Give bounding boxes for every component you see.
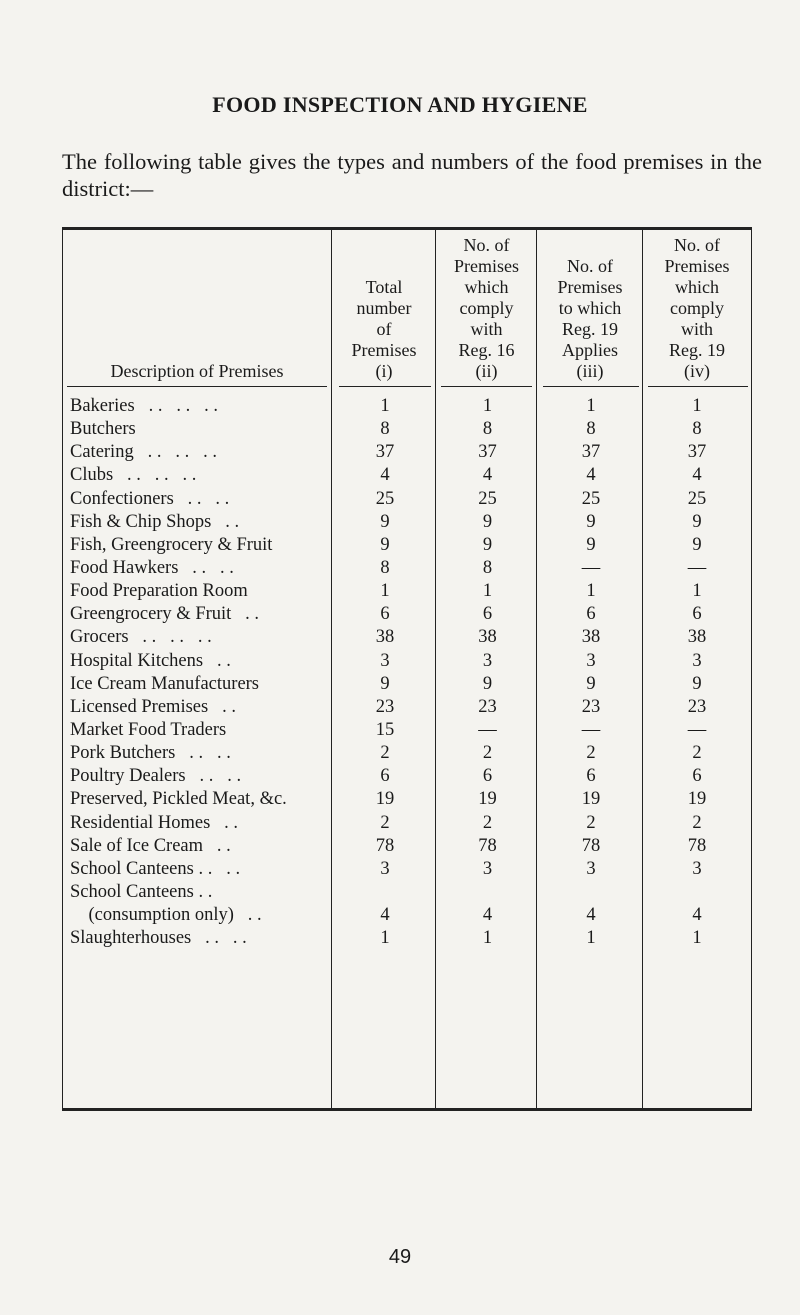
cell-value-c2: 1: [482, 581, 493, 602]
cell-value-c2: 8: [482, 419, 493, 440]
cell-value-c1: 2: [380, 812, 390, 833]
header-line: Reg. 16: [458, 340, 515, 360]
cell-value-c4: 6: [692, 604, 702, 625]
cell-value-c2: 3: [482, 858, 493, 879]
cell-value-c1: 6: [380, 766, 390, 787]
cell-value-c4: 9: [692, 534, 702, 555]
cell-value-c1: 1: [380, 581, 390, 602]
cell-value-c4: 9: [692, 673, 702, 694]
cell-value-c1: 19: [375, 789, 395, 810]
cell-value-c1: 9: [380, 511, 390, 532]
header-line: number: [356, 298, 412, 318]
premises-description: School Canteens . . . .: [70, 858, 241, 879]
cell-value-c1: 9: [380, 673, 390, 694]
header-rule: [648, 386, 748, 387]
cell-value-c4: 1: [692, 928, 702, 949]
header-line: to which: [558, 298, 622, 318]
cell-value-c3: 2: [586, 743, 596, 764]
premises-description: Catering . . . . . .: [70, 442, 217, 463]
table-row: [63, 858, 751, 881]
table-row: [63, 650, 751, 673]
cell-value-c3: 4: [586, 465, 596, 486]
cell-value-c1: 1: [380, 928, 390, 949]
cell-value-c3: 9: [586, 511, 596, 532]
cell-value-c1: 1: [380, 396, 390, 416]
premises-description: Fish, Greengrocery & Fruit: [70, 534, 273, 555]
header-rule: [441, 386, 532, 387]
cell-value-c2: 9: [482, 534, 493, 555]
header-line: with: [470, 319, 503, 339]
header-rule: [339, 386, 431, 387]
header-rule: [543, 386, 639, 387]
cell-value-c3: 3: [586, 650, 596, 671]
header-line: Reg. 19: [562, 319, 618, 339]
premises-description: Ice Cream Manufacturers: [70, 673, 260, 694]
table-row: [63, 626, 751, 649]
premises-description: Confectioners . . . .: [70, 488, 230, 509]
cell-value-c1: 23: [375, 696, 395, 717]
header-line: Premises: [454, 256, 519, 276]
table-row: [63, 534, 751, 557]
cell-value-c3: 6: [586, 604, 596, 625]
cell-value-c1: 8: [380, 419, 390, 440]
cell-value-c3: 6: [586, 766, 596, 787]
cell-value-c4: 23: [687, 696, 707, 717]
cell-value-c2: 38: [478, 627, 497, 648]
cell-value-c2: 19: [478, 789, 497, 810]
cell-value-c2: 23: [478, 696, 497, 717]
cell-value-c4: 4: [692, 905, 702, 926]
cell-value-c3: 25: [581, 488, 601, 509]
table-row: [63, 788, 751, 811]
header-line: (ii): [475, 361, 498, 381]
header-line: (iv): [684, 361, 710, 381]
premises-description: Greengrocery & Fruit . .: [70, 604, 260, 625]
premises-description: Poultry Dealers . . . .: [70, 766, 242, 787]
header-line: Premises: [557, 277, 623, 297]
table-row: [63, 603, 751, 626]
cell-value-c3: 38: [581, 627, 601, 648]
table-row: [63, 742, 751, 765]
cell-value-c1: 37: [375, 442, 395, 463]
cell-value-c1: 2: [380, 743, 390, 764]
cell-value-c4: 1: [692, 396, 702, 416]
table-row: [63, 835, 751, 858]
header-line: Description of Premises: [110, 361, 284, 381]
cell-value-c1: 78: [375, 835, 395, 856]
cell-value-c4: —: [687, 557, 707, 578]
header-comply-reg19: [644, 230, 750, 384]
header-line: (iii): [576, 361, 604, 381]
cell-value-c1: 38: [375, 627, 395, 648]
cell-value-c3: 2: [586, 812, 596, 833]
cell-value-c2: 9: [482, 673, 493, 694]
premises-table: [62, 227, 752, 1111]
cell-value-c4: 2: [692, 743, 702, 764]
table-row: [63, 696, 751, 719]
cell-value-c1: 4: [380, 465, 390, 486]
table-row: [63, 418, 751, 441]
cell-value-c4: —: [687, 719, 707, 740]
table-row: [63, 812, 751, 835]
page-title: FOOD INSPECTION AND HYGIENE: [212, 92, 588, 117]
cell-value-c2: 1: [482, 396, 493, 416]
cell-value-c2: 25: [478, 488, 497, 509]
header-description: [63, 230, 331, 384]
header-line: Premises: [351, 340, 417, 360]
cell-value-c4: 38: [687, 627, 707, 648]
cell-value-c1: 15: [375, 719, 395, 740]
header-line: Total: [365, 277, 403, 297]
header-line: of: [376, 319, 392, 339]
cell-value-c2: 6: [482, 766, 493, 787]
table-row: [63, 395, 751, 418]
intro-paragraph: The following table gives the types and numbers of the food premises in the district:—: [62, 149, 762, 201]
header-line: with: [680, 319, 713, 339]
cell-value-c2: 37: [478, 442, 497, 463]
cell-value-c1: 8: [380, 557, 390, 578]
table-row: [63, 464, 751, 487]
table-row: [63, 557, 751, 580]
cell-value-c3: 78: [581, 835, 601, 856]
premises-description: Food Hawkers . . . .: [70, 557, 234, 578]
cell-value-c2: 6: [482, 604, 493, 625]
cell-value-c2: 2: [482, 812, 493, 833]
premises-description: Market Food Traders: [70, 719, 227, 740]
cell-value-c3: 1: [586, 581, 596, 602]
cell-value-c2: 3: [482, 650, 493, 671]
cell-value-c4: 19: [687, 789, 707, 810]
cell-value-c4: 25: [687, 488, 707, 509]
cell-value-c3: 9: [586, 534, 596, 555]
header-line: comply: [670, 298, 724, 318]
cell-value-c3: 1: [586, 396, 596, 416]
table-row: [63, 511, 751, 534]
table-row: [63, 927, 751, 950]
cell-value-c4: 6: [692, 766, 702, 787]
header-line: Applies: [562, 340, 618, 360]
cell-value-c1: 3: [380, 650, 390, 671]
page-number: 49: [388, 1246, 412, 1268]
premises-description: Residential Homes . .: [70, 812, 239, 833]
cell-value-c2: 4: [482, 465, 493, 486]
cell-value-c4: 4: [692, 465, 702, 486]
cell-value-c2: 4: [482, 905, 493, 926]
table-row: [63, 580, 751, 603]
header-rule: [67, 386, 327, 387]
header-comply-reg16: [437, 230, 536, 384]
header-line: Premises: [664, 256, 730, 276]
cell-value-c2: 9: [482, 511, 493, 532]
cell-value-c3: 3: [586, 858, 596, 879]
cell-value-c4: 8: [692, 419, 702, 440]
cell-value-c4: 2: [692, 812, 702, 833]
header-total-number: [333, 230, 435, 384]
premises-description: Pork Butchers . . . .: [70, 743, 231, 764]
premises-description: Clubs . . . . . .: [70, 465, 197, 486]
header-line: which: [464, 277, 509, 297]
table-row: [63, 881, 751, 904]
table-row: [63, 488, 751, 511]
cell-value-c4: 3: [692, 650, 702, 671]
header-line: No. of: [674, 235, 720, 255]
header-line: comply: [459, 298, 514, 318]
premises-description: Butchers: [70, 419, 136, 440]
cell-value-c3: 23: [581, 696, 601, 717]
premises-description: Sale of Ice Cream . .: [70, 835, 231, 856]
cell-value-c4: 9: [692, 511, 702, 532]
premises-description: Licensed Premises . .: [70, 696, 236, 717]
header-line: (i): [375, 361, 393, 381]
cell-value-c4: 3: [692, 858, 702, 879]
table-body: [63, 395, 751, 950]
cell-value-c3: 4: [586, 905, 596, 926]
premises-description: Hospital Kitchens . .: [70, 650, 231, 671]
cell-value-c1: 9: [380, 534, 390, 555]
cell-value-c3: 1: [586, 928, 596, 949]
cell-value-c3: 19: [581, 789, 601, 810]
cell-value-c1: 6: [380, 604, 390, 625]
cell-value-c2: 78: [478, 835, 497, 856]
cell-value-c4: 37: [687, 442, 707, 463]
premises-description: Preserved, Pickled Meat, &c.: [70, 789, 287, 810]
table-row: [63, 441, 751, 464]
cell-value-c1: 3: [380, 858, 390, 879]
premises-description: (consumption only) . .: [70, 905, 262, 926]
cell-value-c4: 78: [687, 835, 707, 856]
cell-value-c3: 9: [586, 673, 596, 694]
premises-description: Bakeries . . . . . .: [70, 396, 218, 416]
cell-value-c2: 2: [482, 743, 493, 764]
cell-value-c3: —: [581, 719, 601, 740]
premises-description: Fish & Chip Shops . .: [70, 511, 240, 532]
cell-value-c2: —: [478, 719, 497, 740]
header-line: Reg. 19: [669, 340, 725, 360]
header-line: which: [675, 277, 719, 297]
premises-description: School Canteens . .: [70, 881, 213, 902]
cell-value-c1: 25: [375, 488, 395, 509]
cell-value-c3: 8: [586, 419, 596, 440]
cell-value-c4: 1: [692, 581, 702, 602]
cell-value-c3: —: [581, 557, 601, 578]
premises-description: Slaughterhouses . . . .: [70, 928, 247, 949]
table-row: [63, 673, 751, 696]
premises-description: Grocers . . . . . .: [70, 627, 212, 648]
table-row: [63, 719, 751, 742]
cell-value-c2: 8: [482, 557, 493, 578]
cell-value-c3: 37: [581, 442, 601, 463]
header-reg19-applies: [538, 230, 642, 384]
header-line: No. of: [567, 256, 613, 276]
table-row: [63, 765, 751, 788]
cell-value-c1: 4: [380, 905, 390, 926]
table-row: [63, 904, 751, 927]
cell-value-c2: 1: [482, 928, 493, 949]
premises-description: Food Preparation Room: [70, 581, 248, 602]
header-line: No. of: [463, 235, 510, 255]
